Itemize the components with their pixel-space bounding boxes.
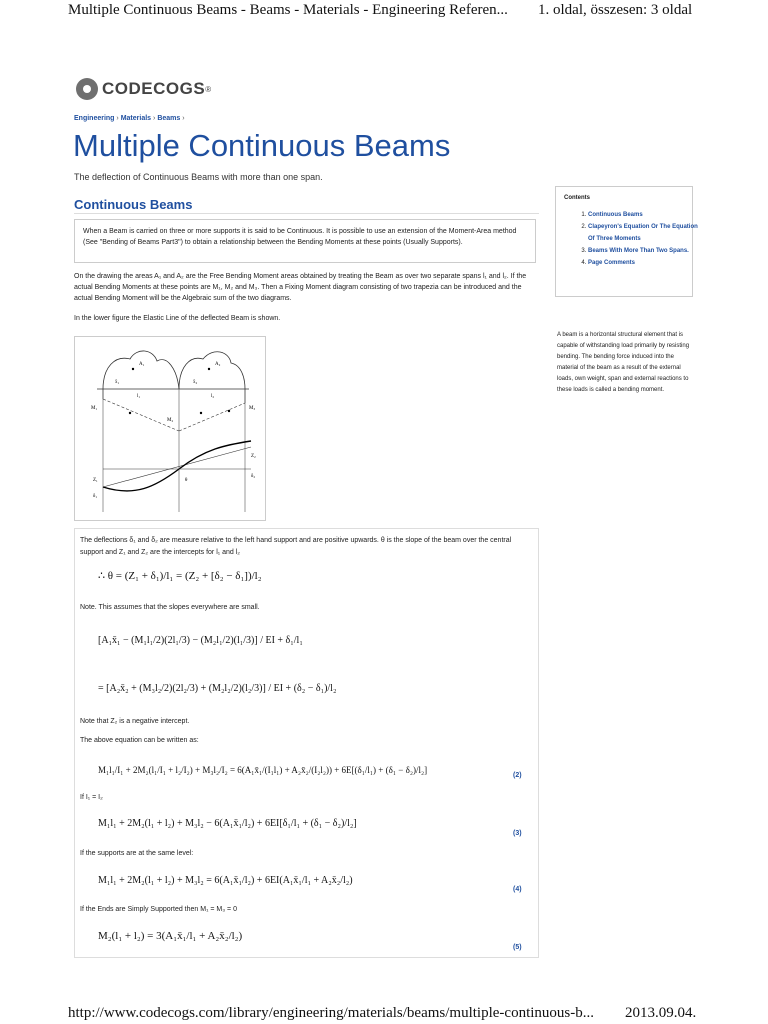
contents-item[interactable] <box>588 221 698 245</box>
figure-label-a2: A₂ <box>215 362 221 367</box>
condition-equal-i: If I₁ = I₂ <box>80 794 103 801</box>
breadcrumb-materials[interactable]: Materials <box>120 115 152 122</box>
note-negative-intercept: Note that Z₂ is a negative intercept. <box>80 718 190 725</box>
figure-label-l2: l₂ <box>211 394 215 399</box>
contents-link-comments[interactable]: Page Comments <box>588 260 636 266</box>
contents-link-more-spans[interactable]: Beams With More Than Two Spans. <box>588 248 689 254</box>
contents-link-clapeyron[interactable]: Clapeyron's Equation Or The Equation Of Three Moments <box>588 224 698 242</box>
contents-item[interactable] <box>588 245 698 257</box>
written-as-text: The above equation can be written as: <box>80 737 199 744</box>
figure-label-z1: Z₁ <box>93 478 98 483</box>
print-header <box>0 0 768 26</box>
deflection-intro: The deflections δ₁ and δ₂ are measure relative to the left hand support and are positive upwards. θ is the slope of the beam over the central support and Z₁ and Z₂ are the intercepts for l₁ and l₂ <box>80 537 512 556</box>
breadcrumb-separator: › <box>182 115 185 122</box>
paragraph-elastic-line: In the lower figure the Elastic Line of the deflected Beam is shown. <box>74 315 281 322</box>
codecogs-logo[interactable] <box>76 74 211 104</box>
breadcrumb <box>74 115 185 122</box>
logo-text: CODECOGS <box>102 79 206 98</box>
contents-box <box>555 186 698 297</box>
equation-number-4[interactable]: (4) <box>513 886 522 893</box>
print-header-pages: 1. oldal, összesen: 3 oldal <box>538 2 693 18</box>
equation-theta: ∴ θ = (Z₁ + δ₁)/l₁ = (Z₂ + [δ₂ − δ₁])/l₂ <box>98 570 262 582</box>
equation-4: M₁l₁ + 2M₂(l₁ + l₂) + M₃l₂ = 6(A₁x̄₁/l₂) + 6EI(A₁x̄₁/l₁ + A₂x̄₂/l₂) <box>98 875 353 886</box>
figure-label-a1: A₁ <box>139 362 145 367</box>
gear-icon <box>76 78 98 100</box>
note-small-slopes: Note. This assumes that the slopes everywhere are small. <box>80 604 260 611</box>
equation-right-side: = [A₂x̄₂ + (M₃l₂/2)(2l₂/3) + (M₂l₂/2)(l₂/3)] / EI + (δ₂ − δ₁)/l₂ <box>98 683 337 694</box>
contents-item[interactable] <box>588 209 698 221</box>
contents-header: Contents <box>564 195 590 201</box>
page-title: Multiple Continuous Beams <box>73 128 451 163</box>
equation-5: M₂(l₁ + l₂) = 3(A₁x̄₁/l₁ + A₂x̄₂/l₂) <box>98 930 243 942</box>
equation-number-2[interactable]: (2) <box>513 772 522 779</box>
beam-diagram-figure <box>74 336 266 521</box>
print-footer-url: http://www.codecogs.com/library/engineering/materials/beams/multiple-continuous-b... <box>68 1005 594 1021</box>
condition-simply-supported: If the Ends are Simply Supported then M₁ = M₃ = 0 <box>80 906 237 913</box>
beam-definition: A beam is a horizontal structural element that is capable of withstanding load primarily by resisting bending. The bending force induced into the material of the beam as a result of the external loads, own weight, span and external reactions to these loads is called a bending moment. <box>557 332 690 393</box>
contents-link-continuous-beams[interactable]: Continuous Beams <box>588 212 643 218</box>
figure-label-l1: l₁ <box>137 394 141 399</box>
breadcrumb-separator: › <box>116 115 119 122</box>
intro-note: When a Beam is carried on three or more supports it is said to be Continuous. It is possible to use an extension of the Moment-Area method (See "Bending of Beams Part3") to obtain a relationship between the Bending Moments at these points (Usually Supports). <box>74 219 536 263</box>
figure-label-m2: M₂ <box>167 418 174 423</box>
beam-diagram-svg <box>75 337 265 520</box>
print-header-title: Multiple Continuous Beams - Beams - Materials - Engineering Referen... <box>68 2 508 18</box>
figure-label-m1: M₁ <box>91 406 98 411</box>
print-footer <box>0 1003 768 1023</box>
contents-item[interactable] <box>588 257 698 269</box>
equation-number-5[interactable]: (5) <box>513 944 522 951</box>
equation-2: M₁l₁/I₁ + 2M₂(l₁/I₁ + l₂/I₂) + M₃l₂/I₂ = 6(A₁x̄₁/(I₁l₁) + A₂x̄₂/(I₂l₂)) + 6E[(δ₁/l₁) + (δ₁ − δ₂)/l₂] <box>98 765 428 775</box>
section-title: Continuous Beams <box>74 197 193 212</box>
page-subtitle: The deflection of Continuous Beams with more than one span. <box>74 172 323 182</box>
print-footer-date: 2013.09.04. <box>625 1005 697 1021</box>
section-divider <box>74 213 539 214</box>
figure-label-d2: δ₂ <box>251 474 256 479</box>
figure-label-theta: θ <box>185 478 188 483</box>
contents-list <box>566 209 698 269</box>
registered-mark: ® <box>205 84 212 94</box>
figure-label-m3: M₃ <box>249 406 256 411</box>
figure-label-d1: δ₁ <box>93 494 98 499</box>
condition-same-level: If the supports are at the same level: <box>80 850 194 857</box>
breadcrumb-engineering[interactable]: Engineering <box>74 115 115 122</box>
equation-left-side: [A₁x̄₁ − (M₁l₁/2)(2l₁/3) − (M₂l₁/2)(l₁/3)] / EI + δ₁/l₁ <box>98 635 303 646</box>
equation-3: M₁l₁ + 2M₂(l₁ + l₂) + M₃l₂ − 6(A₁x̄₁/l₂) + 6EI[δ₁/l₁ + (δ₁ − δ₂)/l₂] <box>98 818 357 829</box>
paragraph-areas: On the drawing the areas A₁ and A₂ are the Free Bending Moment areas obtained by treating the Beam as over two separate spans l₁ and l₂. If the actual Bending Moments at these points are M₁, M₂ and M₃. Then a Fixing Moment diagram consisting of two trapezia can be introduced and the actual Bending Moment will be the Algebraic sum of the two diagrams. <box>74 273 527 302</box>
breadcrumb-beams[interactable]: Beams <box>157 115 181 122</box>
figure-label-x2: x̄₂ <box>193 380 198 385</box>
equation-number-3[interactable]: (3) <box>513 830 522 837</box>
figure-label-x1: x̄₁ <box>115 380 120 385</box>
breadcrumb-separator: › <box>153 115 156 122</box>
figure-label-z2: Z₂ <box>251 454 256 459</box>
